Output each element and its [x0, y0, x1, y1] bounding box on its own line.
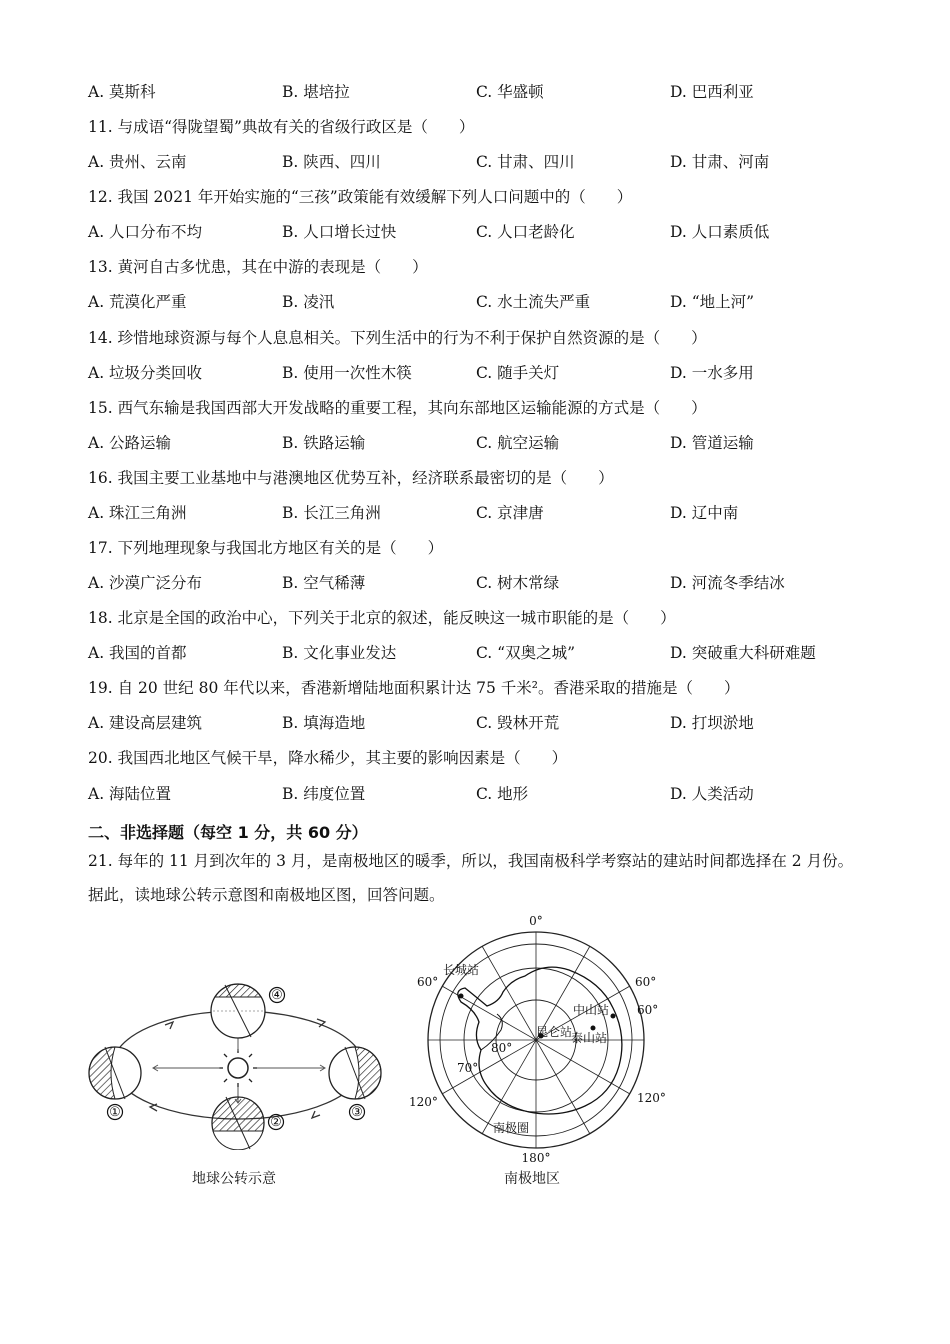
q14-stem: 14. 珍惜地球资源与每个人息息相关。下列生活中的行为不利于保护自然资源的是（ ） — [88, 329, 707, 347]
earth-position-2 — [212, 1097, 264, 1150]
lon-180-label: 180° — [521, 1151, 551, 1165]
q20-option-a: A. 海陆位置 — [88, 785, 172, 803]
q18-stem: 18. 北京是全国的政治中心，下列关于北京的叙述，能反映这一城市职能的是（ ） — [88, 609, 676, 627]
zhongshan-station-label: 中山站 — [573, 1003, 610, 1017]
q16-options — [88, 503, 868, 523]
kunlun-station-label: 昆仑站 — [536, 1025, 573, 1039]
lon-60w-label: 60° — [417, 975, 439, 989]
q14-option-b: B. 使用一次性木筷 — [282, 364, 412, 382]
q10-option-c: C. 华盛顿 — [476, 83, 544, 101]
q11-option-b: B. 陕西、四川 — [282, 153, 381, 171]
sun-icon — [219, 1049, 257, 1087]
antarctic-circle-label: 南极圈 — [493, 1121, 530, 1135]
q12-option-d: D. 人口素质低 — [670, 223, 770, 241]
q13-stem: 13. 黄河自古多忧患，其在中游的表现是（ ） — [88, 258, 428, 276]
q13-options — [88, 292, 868, 312]
lon-60e-inner-label: 60° — [637, 1003, 659, 1017]
q19-options — [88, 713, 868, 733]
q14-option-a: A. 垃圾分类回收 — [88, 364, 203, 382]
changcheng-station-label: 长城站 — [443, 963, 480, 977]
figure-right-caption: 南极地区 — [504, 1171, 560, 1187]
q16-stem: 16. 我国主要工业基地中与港澳地区优势互补，经济联系最密切的是（ ） — [88, 469, 614, 487]
q16-option-d: D. 辽中南 — [670, 504, 739, 522]
q15-option-b: B. 铁路运输 — [282, 434, 366, 452]
earth-position-1 — [89, 1047, 141, 1099]
q17-options — [88, 573, 868, 593]
q11-stem: 11. 与成语“得陇望蜀”典故有关的省级行政区是（ ） — [88, 118, 475, 136]
taishan-station-label: 泰山站 — [571, 1031, 608, 1045]
lon-60e-outer-label: 60° — [635, 975, 657, 989]
figure-left-caption: 地球公转示意 — [192, 1171, 276, 1187]
q13-option-b: B. 凌汛 — [282, 293, 335, 311]
q15-option-a: A. 公路运输 — [88, 434, 172, 452]
marker-4: ④ — [271, 988, 283, 1003]
q18-options — [88, 643, 868, 663]
q15-option-c: C. 航空运输 — [476, 434, 560, 452]
q12-stem: 12. 我国 2021 年开始实施的“三孩”政策能有效缓解下列人口问题中的（ ） — [88, 188, 633, 206]
lon-0-label: 0° — [529, 914, 543, 928]
q12-option-b: B. 人口增长过快 — [282, 223, 397, 241]
marker-1: ① — [109, 1105, 121, 1120]
q13-option-d: D. “地上河” — [670, 293, 755, 311]
marker-3: ③ — [351, 1105, 363, 1120]
q19-option-a: A. 建设高层建筑 — [88, 714, 203, 732]
q19-stem: 19. 自 20 世纪 80 年代以来，香港新增陆地面积累计达 75 千米²。香港采取的措施是（ ） — [88, 679, 740, 697]
q11-option-a: A. 贵州、云南 — [88, 153, 187, 171]
earth-position-4 — [211, 984, 265, 1038]
earth-revolution-diagram — [85, 975, 395, 1150]
q20-option-b: B. 纬度位置 — [282, 785, 366, 803]
q21-text: 21. 每年的 11 月到次年的 3 月，是南极地区的暖季，所以，我国南极科学考察站的建站时间都选择在 2 月份。据此，读地球公转示意图和南极地区图，回答问题。 — [88, 852, 854, 904]
earth-position-3 — [329, 1047, 381, 1099]
q17-option-d: D. 河流冬季结冰 — [670, 574, 785, 592]
q19-option-c: C. 毁林开荒 — [476, 714, 560, 732]
antarctic-map — [405, 910, 670, 1165]
q16-option-c: C. 京津唐 — [476, 504, 544, 522]
q17-option-a: A. 沙漠广泛分布 — [88, 574, 203, 592]
q12-option-c: C. 人口老龄化 — [476, 223, 575, 241]
q20-option-c: C. 地形 — [476, 785, 529, 803]
zhongshan-station-dot — [611, 1014, 616, 1019]
lat-70-label: 70° — [457, 1061, 479, 1075]
q14-option-c: C. 随手关灯 — [476, 364, 560, 382]
q12-option-a: A. 人口分布不均 — [88, 223, 203, 241]
q10-options — [88, 82, 868, 102]
taishan-station-dot — [591, 1026, 596, 1031]
q20-options — [88, 784, 868, 804]
q13-option-c: C. 水土流失严重 — [476, 293, 591, 311]
q18-option-c: C. “双奥之城” — [476, 644, 576, 662]
q15-stem: 15. 西气东输是我国西部大开发战略的重要工程，其向东部地区运输能源的方式是（ ） — [88, 399, 707, 417]
q15-options — [88, 433, 868, 453]
q18-option-a: A. 我国的首都 — [88, 644, 187, 662]
q16-option-a: A. 珠江三角洲 — [88, 504, 187, 522]
q11-option-c: C. 甘肃、四川 — [476, 153, 575, 171]
q20-option-d: D. 人类活动 — [670, 785, 754, 803]
q18-option-d: D. 突破重大科研难题 — [670, 644, 816, 662]
section-title: 二、非选择题（每空 1 分，共 60 分） — [88, 823, 368, 842]
q20-stem: 20. 我国西北地区气候干旱，降水稀少，其主要的影响因素是（ ） — [88, 749, 568, 767]
q15-option-d: D. 管道运输 — [670, 434, 754, 452]
q11-option-d: D. 甘肃、河南 — [670, 153, 770, 171]
q13-option-a: A. 荒漠化严重 — [88, 293, 187, 311]
q10-option-b: B. 堪培拉 — [282, 83, 350, 101]
q19-option-b: B. 填海造地 — [282, 714, 366, 732]
lon-120e-label: 120° — [637, 1091, 666, 1105]
marker-2: ② — [270, 1115, 282, 1130]
lon-120w-label: 120° — [409, 1095, 438, 1109]
q10-option-a: A. 莫斯科 — [88, 83, 156, 101]
q17-stem: 17. 下列地理现象与我国北方地区有关的是（ ） — [88, 539, 444, 557]
q19-option-d: D. 打坝淤地 — [670, 714, 754, 732]
q16-option-b: B. 长江三角洲 — [282, 504, 381, 522]
changcheng-station-dot — [459, 994, 464, 999]
q17-option-c: C. 树木常绿 — [476, 574, 560, 592]
lat-80-label: 80° — [491, 1041, 513, 1055]
q12-options — [88, 222, 868, 242]
q14-options — [88, 363, 868, 383]
q10-option-d: D. 巴西利亚 — [670, 83, 754, 101]
q11-options — [88, 152, 868, 172]
q18-option-b: B. 文化事业发达 — [282, 644, 397, 662]
q17-option-b: B. 空气稀薄 — [282, 574, 366, 592]
q14-option-d: D. 一水多用 — [670, 364, 754, 382]
